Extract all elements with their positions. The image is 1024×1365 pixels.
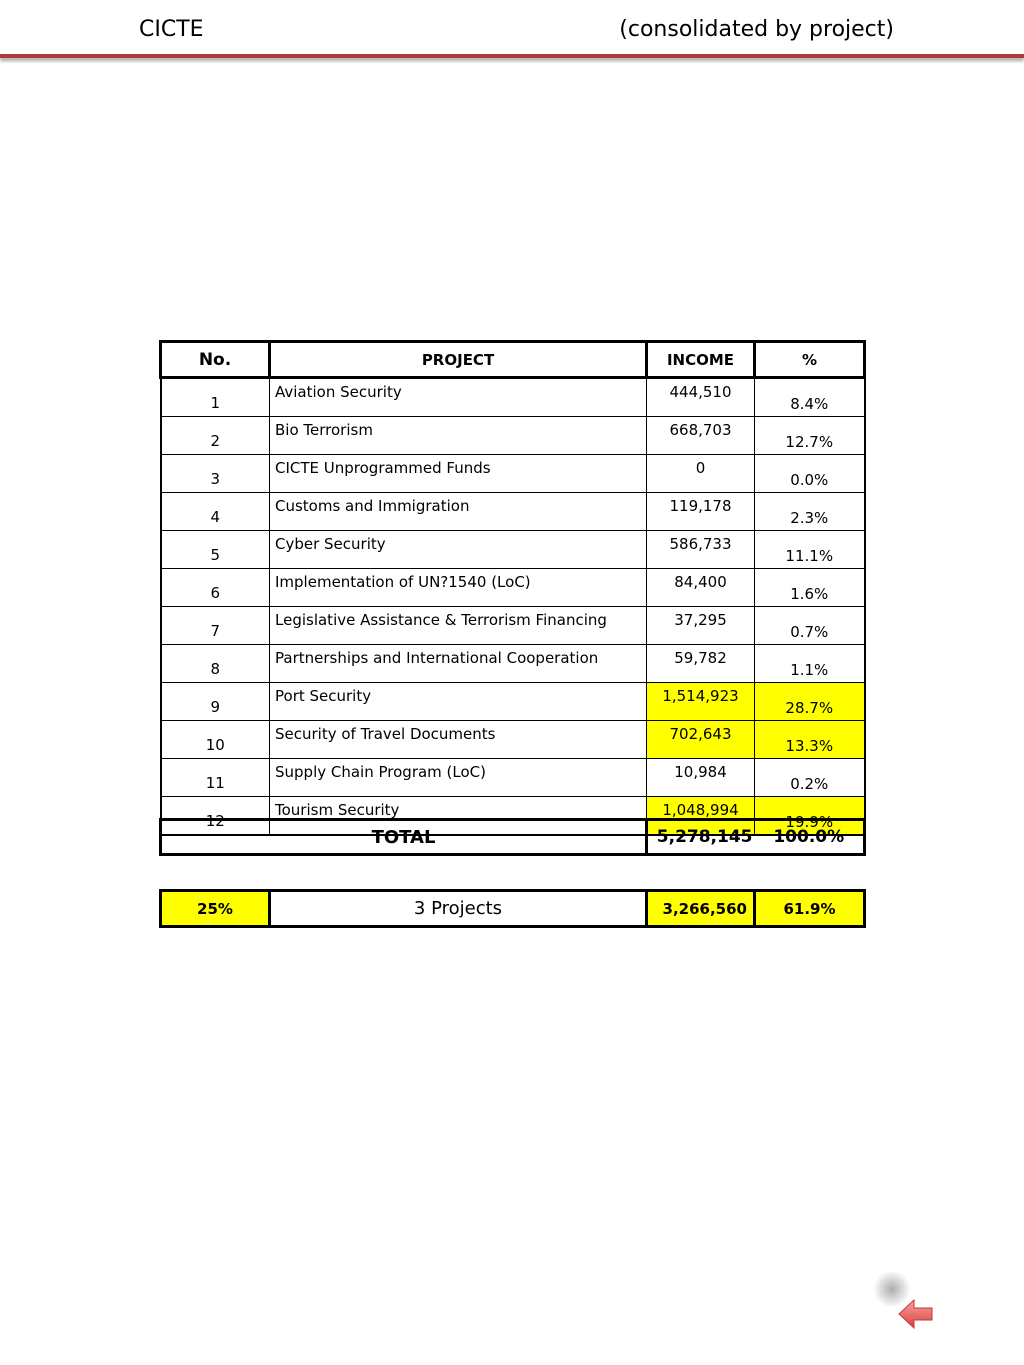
project-name: Cyber Security	[270, 531, 647, 569]
page-subtitle: (consolidated by project)	[619, 17, 894, 42]
percent-value: 19.9%	[755, 797, 865, 836]
column-header-percent: %	[755, 342, 865, 378]
income-value: 10,984	[647, 759, 755, 797]
table-row	[161, 645, 865, 683]
page-title: CICTE	[139, 17, 204, 42]
project-name: Aviation Security	[270, 378, 647, 417]
row-number: 11	[161, 759, 270, 797]
row-number: 3	[161, 455, 270, 493]
back-arrow-glyph	[896, 1294, 936, 1334]
summary-percent: 61.9%	[755, 891, 865, 927]
percent-value: 2.3%	[755, 493, 865, 531]
percent-value: 1.1%	[755, 645, 865, 683]
project-name: Security of Travel Documents	[270, 721, 647, 759]
back-arrow-icon[interactable]	[896, 1294, 936, 1334]
income-value: 0	[647, 455, 755, 493]
percent-value: 12.7%	[755, 417, 865, 455]
table-row	[161, 569, 865, 607]
project-income-table	[159, 340, 866, 836]
project-name: Supply Chain Program (LoC)	[270, 759, 647, 797]
table-row	[161, 759, 865, 797]
table-header-row	[161, 342, 865, 378]
table-row	[161, 455, 865, 493]
total-row	[161, 820, 865, 855]
project-name: Port Security	[270, 683, 647, 721]
column-header-project: PROJECT	[270, 342, 647, 378]
table-row	[161, 683, 865, 721]
percent-value: 0.7%	[755, 607, 865, 645]
total-income: 5,278,145	[647, 820, 755, 855]
income-value: 1,048,994	[647, 797, 755, 836]
row-number: 12	[161, 797, 270, 836]
summary-label: 3 Projects	[270, 891, 647, 927]
row-number: 5	[161, 531, 270, 569]
percent-value: 28.7%	[755, 683, 865, 721]
percent-value: 0.0%	[755, 455, 865, 493]
income-value: 59,782	[647, 645, 755, 683]
table-row	[161, 531, 865, 569]
row-number: 9	[161, 683, 270, 721]
income-value: 586,733	[647, 531, 755, 569]
project-name: Bio Terrorism	[270, 417, 647, 455]
income-value: 702,643	[647, 721, 755, 759]
column-header-no: No.	[161, 342, 270, 378]
total-table	[159, 818, 866, 856]
top-projects-summary-table	[159, 889, 866, 928]
project-name: Tourism Security	[270, 797, 647, 836]
income-value: 1,514,923	[647, 683, 755, 721]
percent-value: 1.6%	[755, 569, 865, 607]
summary-row	[161, 891, 865, 927]
income-value: 119,178	[647, 493, 755, 531]
summary-share: 25%	[161, 891, 270, 927]
column-header-income: INCOME	[647, 342, 755, 378]
table-row	[161, 493, 865, 531]
row-number: 10	[161, 721, 270, 759]
total-label: TOTAL	[161, 820, 647, 855]
project-name: Legislative Assistance & Terrorism Financing	[270, 607, 647, 645]
total-percent: 100.0%	[755, 820, 865, 855]
income-value: 444,510	[647, 378, 755, 417]
project-name: Partnerships and International Cooperation	[270, 645, 647, 683]
row-number: 4	[161, 493, 270, 531]
table-row	[161, 417, 865, 455]
percent-value: 11.1%	[755, 531, 865, 569]
table-row	[161, 378, 865, 417]
summary-income: 3,266,560	[647, 891, 755, 927]
row-number: 1	[161, 378, 270, 417]
row-number: 7	[161, 607, 270, 645]
percent-value: 8.4%	[755, 378, 865, 417]
project-name: CICTE Unprogrammed Funds	[270, 455, 647, 493]
percent-value: 0.2%	[755, 759, 865, 797]
row-number: 2	[161, 417, 270, 455]
project-name: Implementation of UN?1540 (LoC)	[270, 569, 647, 607]
row-number: 8	[161, 645, 270, 683]
income-value: 84,400	[647, 569, 755, 607]
income-value: 668,703	[647, 417, 755, 455]
header-divider	[0, 54, 1024, 58]
row-number: 6	[161, 569, 270, 607]
table-row	[161, 607, 865, 645]
percent-value: 13.3%	[755, 721, 865, 759]
table-row	[161, 721, 865, 759]
project-name: Customs and Immigration	[270, 493, 647, 531]
income-value: 37,295	[647, 607, 755, 645]
